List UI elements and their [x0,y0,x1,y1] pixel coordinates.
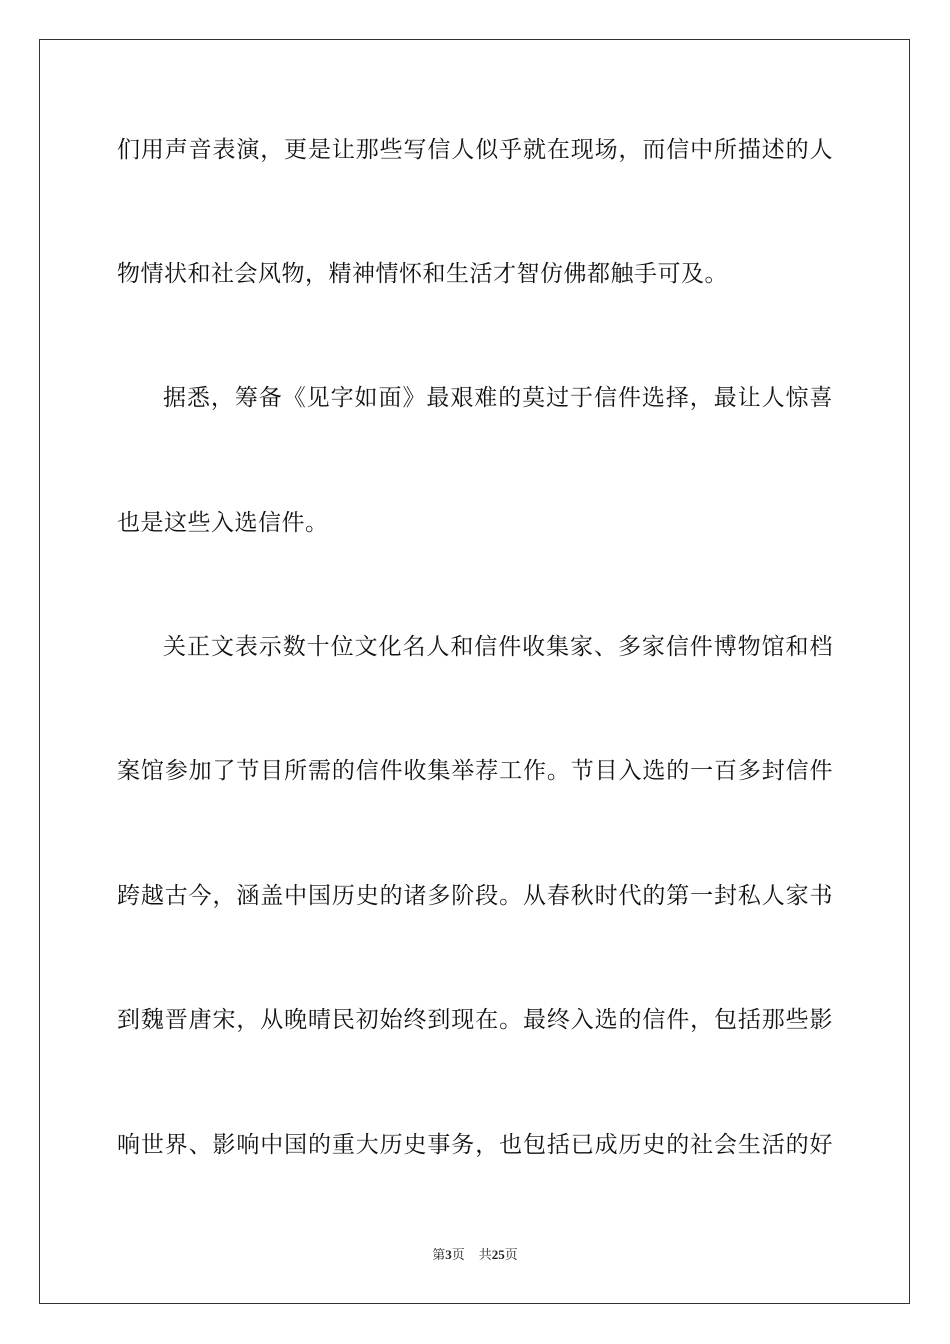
body-text-line: 物情状和社会风物，精神情怀和生活才智仿佛都触手可及。 [117,261,728,287]
body-text-line: 跨越古今，涵盖中国历史的诸多阶段。从春秋时代的第一封私人家书 [117,883,833,909]
body-text-line: 们用声音表演，更是让那些写信人似乎就在现场，而信中所描述的人 [117,137,833,163]
body-text-line: 响世界、影响中国的重大历史事务，也包括已成历史的社会生活的好 [117,1132,833,1158]
total-prefix: 共 [478,1247,492,1262]
body-text-line: 到魏晋唐宋，从晚晴民初始终到现在。最终入选的信件，包括那些影 [117,1007,833,1033]
body-text-line: 案馆参加了节目所需的信件收集举荐工作。节目入选的一百多封信件 [117,758,833,784]
paragraph-first-line: 据悉，筹备《见字如面》最艰难的莫过于信件选择，最让人惊喜 [163,385,833,411]
total-suffix: 页 [504,1247,518,1262]
paragraph-first-line: 关正文表示数十位文化名人和信件收集家、多家信件博物馆和档 [163,634,833,660]
page-footer [0,1246,950,1264]
page-suffix: 页 [451,1247,465,1262]
current-page-number: 3 [445,1247,452,1262]
body-text-line: 也是这些入选信件。 [117,510,329,536]
total-page-count: 25 [491,1247,505,1262]
page-prefix: 第 [432,1247,446,1262]
page-border [39,39,910,1304]
